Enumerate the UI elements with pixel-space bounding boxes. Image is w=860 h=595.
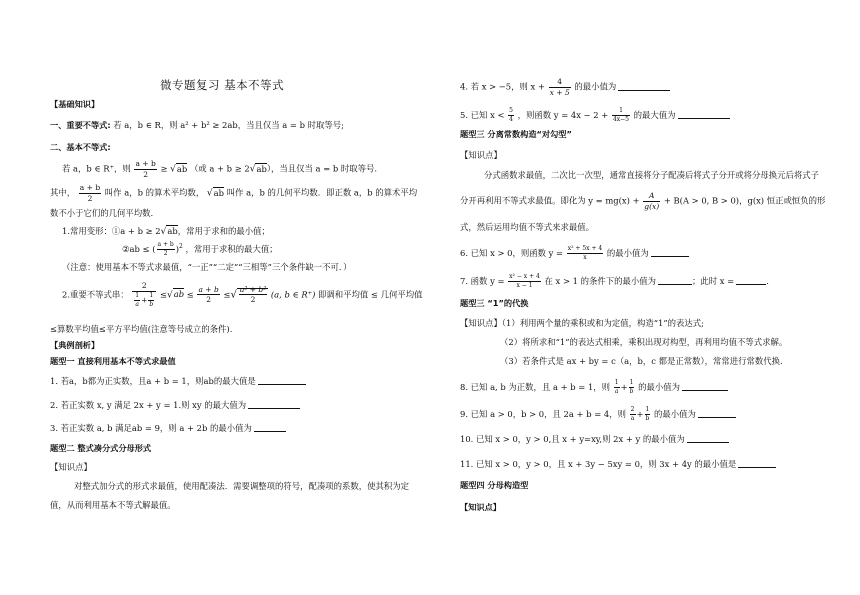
sqrt-symbol-icon: √ [170,164,176,175]
answer-blank[interactable] [651,248,689,257]
sqrt-symbol-icon: √ [249,164,256,175]
type-two-title: 题型二 整式凑分式分母形式 [50,443,152,453]
type-three-title: 题型三 分离常数构造“对勾型” [460,129,572,139]
mean-definition-line2: 数不小于它们的几何平均数. [50,208,154,218]
basic-inequality-statement: 若 a，b ∈ R⁺，则 $\frac{a + b}{2}$ ≥ √ab （或 a + b ≥ 2√ab），当且仅当 a = b 时取等号. [62,159,378,179]
type-three-text-1: 分式函数求最值，二次比一次型，通常直接将分子配凑后将式子分开或将分母换元后将式子 [484,170,819,180]
question-11: 11. 已知 x > 0，y > 0，且 x + 3y − 5xy = 0，则 3x + 4y 的最小值是 [460,459,776,470]
answer-blank[interactable] [658,276,692,285]
inequality-chain-line2: ≤算数平均值≤平方平均值(注意等号成立的条件). [50,324,233,334]
left-column [50,0,445,595]
question-5: 5. 已知 x < $\frac{5}{4}$ ，则函数 y = 4x − 2 + $\frac{1}{4x-5}$ 的最大值为 [460,108,730,123]
answer-blank[interactable] [698,409,736,418]
common-variant-1: 1.常用变形：①a + b ≥ 2√ab，常用于求和的最小值； [62,226,270,237]
basic-inequality-heading: 二、基本不等式: [50,142,111,152]
type-two-text-2: 值，从而利用基本不等式解最值。 [50,500,176,510]
section-basic-knowledge: 【基础知识】 [50,99,100,109]
harmonic-mean: 2 $\frac{1}{a}$ + $\frac{1}{b}$ [132,282,156,308]
question-10: 10. 已知 x > 0，y > 0,且 x + y=xy,则 2x + y 的最小值为 [460,434,729,445]
answer-blank[interactable] [738,459,776,468]
one-substitution-kp-2: （2）将所求和“1”的表达式相乘，乘积出现对构型，再利用均值不等式求解。 [500,337,788,347]
question-7: 7. 函数 y = $\frac{\text{x² − x + 4}}{x - 1}$ 在 x > 1 的条件下的最小值为 ；此时 x = . [460,273,769,289]
note-three-conditions: （注意：使用基本不等式求最值，“一正”“二定”“三相等”三个条件缺一不可．） [62,262,352,272]
knowledge-point-label: 【知识点】 [460,502,501,512]
question-6: 6. 已知 x > 0，则函数 y = $\frac{\text{x² + 5x + 4}}{x}$ 的最小值为 [460,246,689,261]
one-substitution-kp-3: （3）若条件式是 ax + by = c（a，b，c 都是正常数），常常进行常数代换. [500,356,783,366]
page-title: 微专题复习 基本不等式 [160,78,285,92]
question-3: 3. 若正实数 a, b 满足ab = 9，则 a + 2b 的最小值为 [50,423,286,434]
type-three-text-3: 式，然后运用均值不等式来求最值。 [460,222,594,232]
answer-blank[interactable] [258,376,306,385]
question-9: 9. 已知 a > 0，b > 0，且 2a + b = 4，则 $\frac{2}{a}$ + $\frac{1}{b}$ 的最小值为 [460,407,736,422]
type-three-one-substitution-title: 题型三 “1”的代换 [460,298,529,308]
frac-a-plus-b-over-2: $\frac{a + b}{2}$ [135,159,156,179]
question-4: 4. 若 x > −5，则 x + $\frac{4}{x + 5}$ 的最小值为 [460,78,670,96]
answer-blank[interactable] [736,276,766,285]
type-one-title: 题型一 直接利用基本不等式求最值 [50,356,176,366]
inequality-chain: 2.重要不等式串： 2 $\frac{1}{a}$ + $\frac{1}{b}$ ≤√ab ≤ $\frac{a + b}{2}$ ≤√ $\frac{\text{a² + b²}}{2}$ (a, b ∈ R⁺) 即调和平均值 ≤ 几何平均值 [62,281,423,308]
important-inequality: 一、重要不等式: 若 a，b ∈ R，则 a² + b² ≥ 2ab，当且仅当 a = b 时取等号; [50,120,344,130]
section-examples: 【典例剖析】 [50,340,100,350]
question-2: 2. 若正实数 x, y 满足 2x + y = 1.则 xy 的最大值为 [50,400,300,411]
type-two-text-1: 对整式加分式的形式求最值，使用配凑法．需要调整项的符号，配凑项的系数，使其积为定 [74,481,409,491]
type-four-title: 题型四 分母构造型 [460,480,529,490]
answer-blank[interactable] [254,423,286,432]
common-variant-2: ②ab ≤ ( $\frac{a + b}{2}$ )$^2$ ，常用于求积的最大值； [122,241,278,257]
mean-definition-line1: 其中， $\frac{a + b}{2}$ 叫作 a，b 的算术平均数， √ab 叫作 a，b 的几何平均数．即正数 a，b 的算术平均 [50,183,418,203]
answer-blank[interactable] [682,382,728,391]
answer-blank[interactable] [678,110,730,119]
sqrt-symbol-icon: √ [160,227,167,237]
question-8: 8. 已知 a, b 为正数，且 a + b = 1，则 $\frac{1}{a}$ + $\frac{1}{b}$ 的最小值为 [460,380,728,395]
knowledge-point-label: 【知识点】 [460,150,502,160]
one-substitution-kp-1: 【知识点】（1）利用两个量的乘积或和为定值，构造“1”的表达式; [460,318,704,328]
sqrt-symbol-icon: √ [206,188,213,199]
question-1: 1. 若a，b都为正实数，且a + b = 1，则ab的最大值是 [50,376,306,387]
answer-blank[interactable] [618,82,670,91]
type-three-text-2: 分开再利用不等式求最值。即化为 y = mg(x) + $\frac{A}{g(x)}$ + B(A > 0, B > 0)，g(x) 恒正或恒负的形 [460,191,826,211]
answer-blank[interactable] [687,434,729,443]
paren-frac-squared: ( $\frac{a + b}{2}$ )$^2$ [152,241,183,257]
answer-blank[interactable] [248,400,300,409]
right-column [460,0,855,595]
knowledge-point-label: 【知识点】 [50,462,92,472]
